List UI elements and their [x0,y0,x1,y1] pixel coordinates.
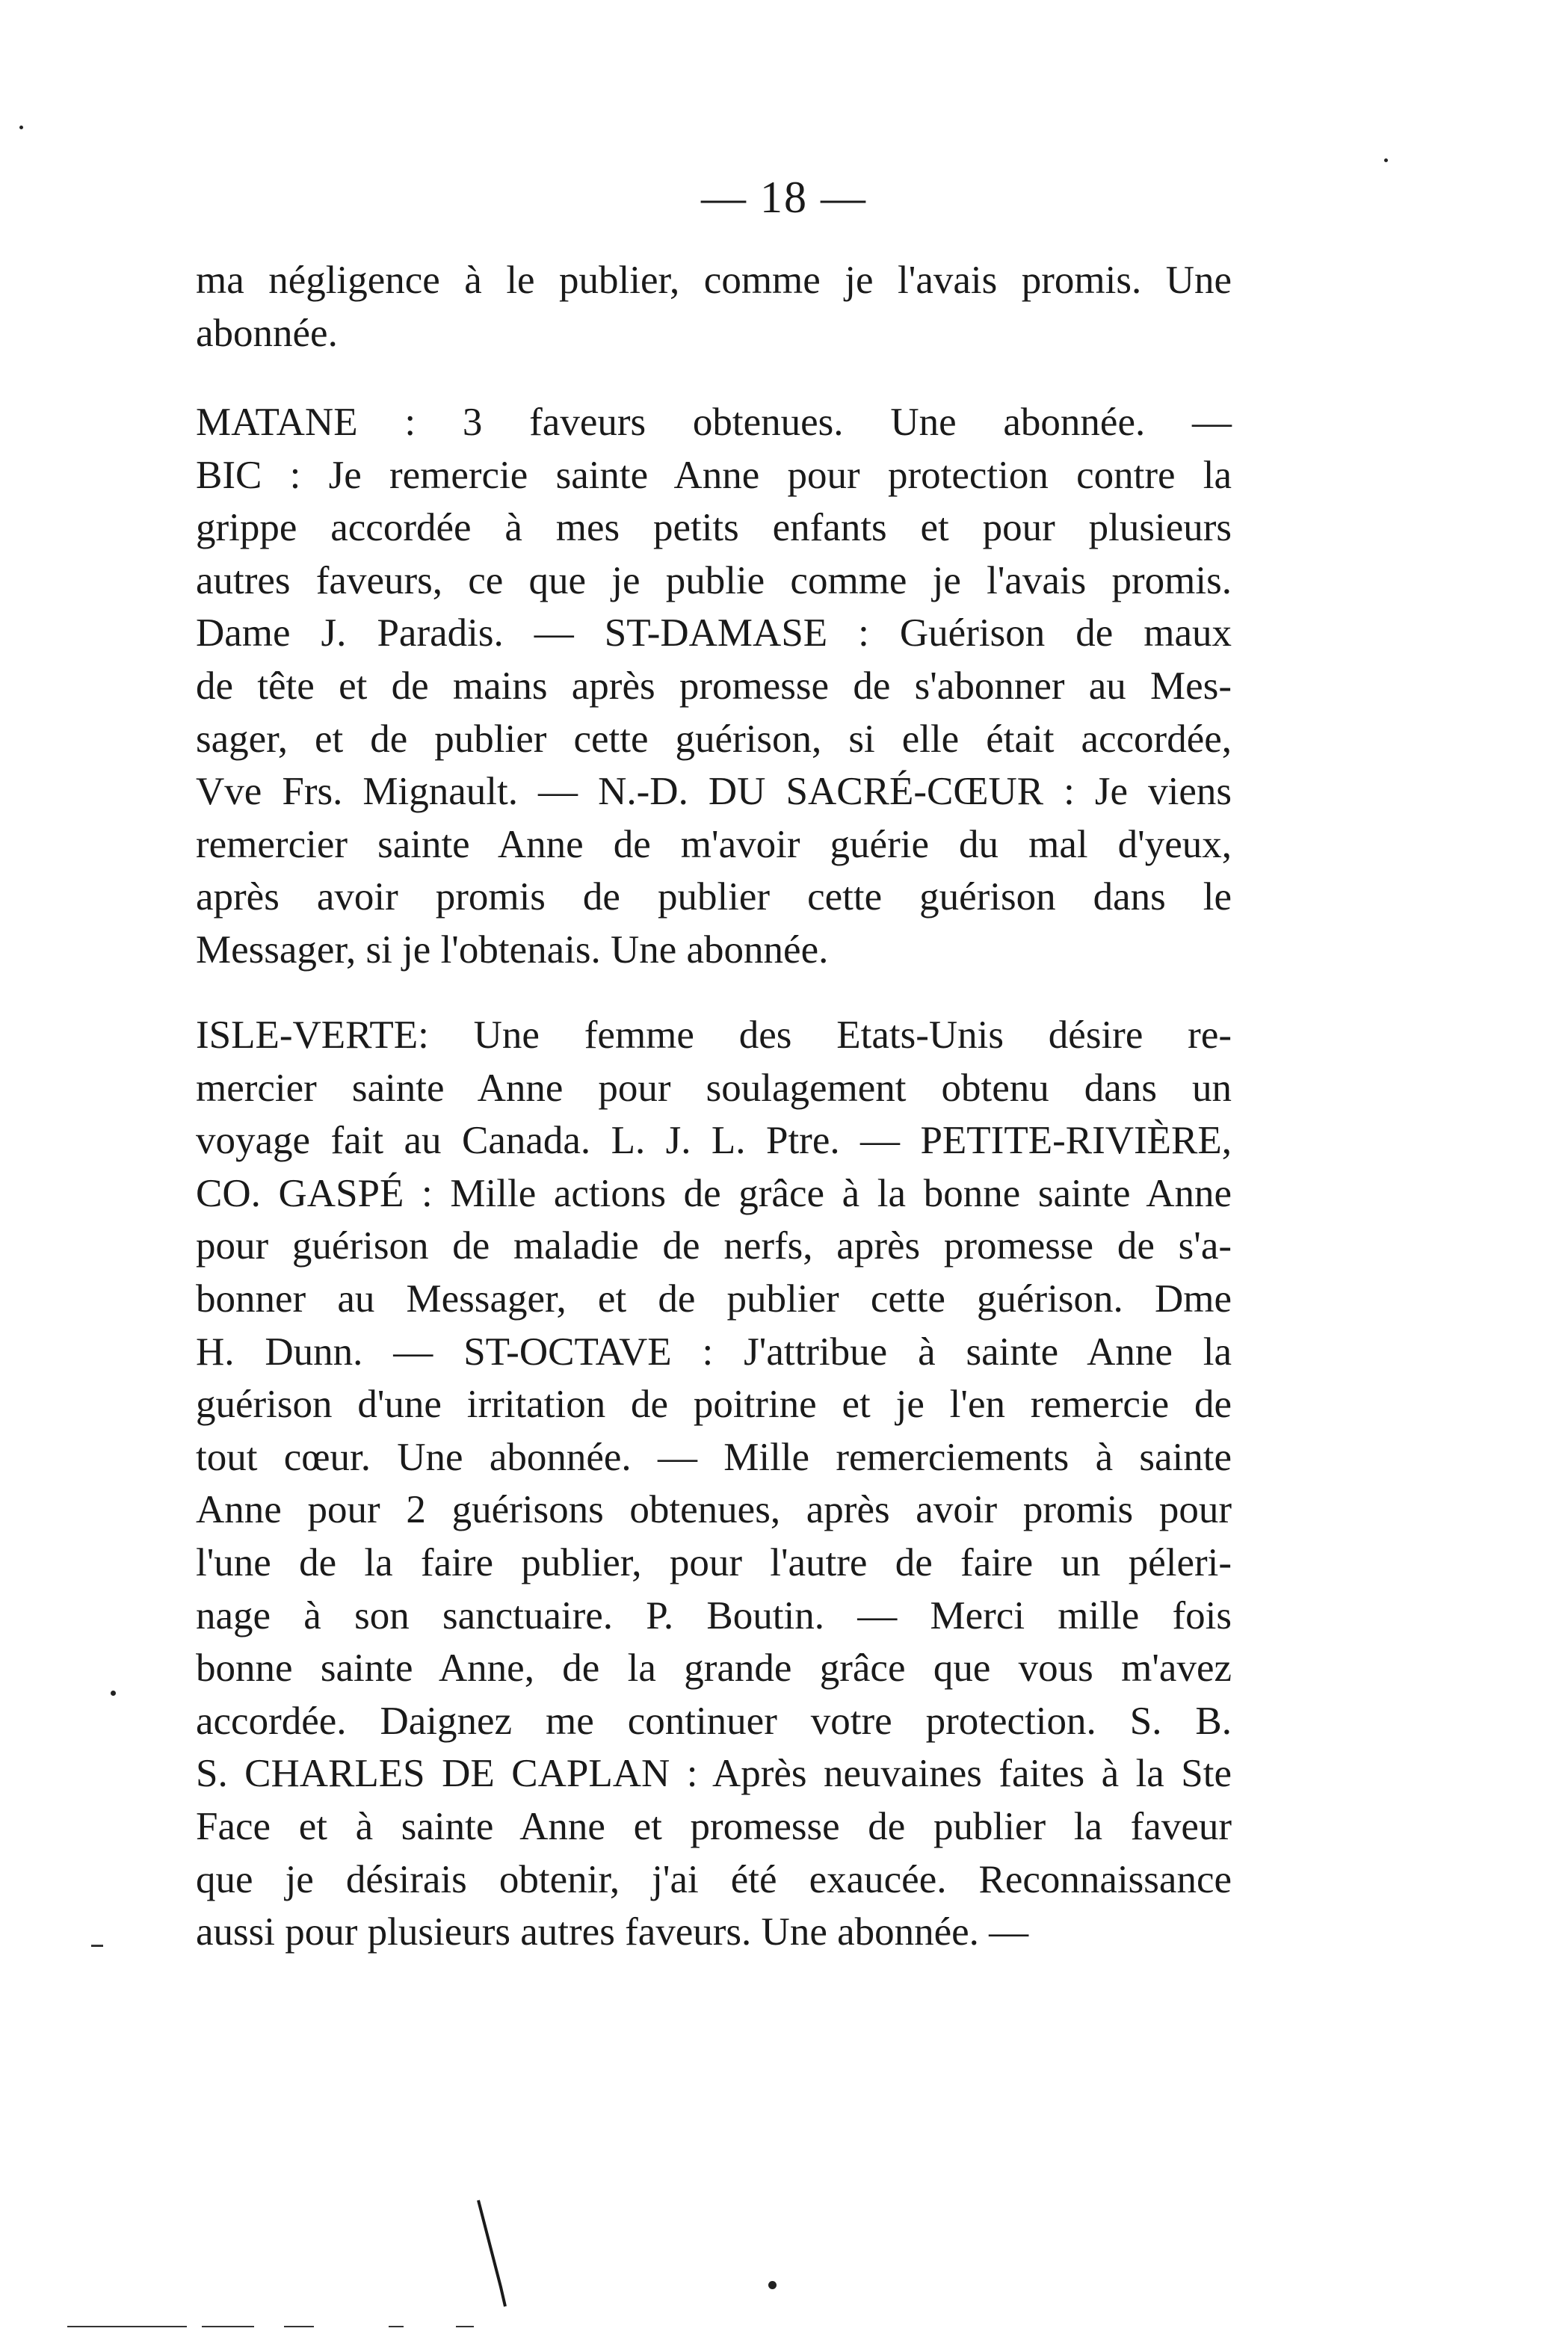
text-line: sager, et de publier cette guérison, si elle était accordée, [196,717,1232,761]
scan-speck [1384,158,1388,162]
text-line: ma négligence à le publier, comme je l'avais promis. Une [196,259,1232,302]
text-line: voyage fait au Canada. L. J. L. Ptre. — PETITE-RIVIÈRE, [196,1119,1232,1163]
text-line: S. CHARLES DE CAPLAN : Après neuvaines faites à la Ste [196,1752,1232,1796]
text-line: de tête et de mains après promesse de s'abonner au Mes- [196,664,1232,708]
paragraph-3 [196,1009,1232,1959]
text-line: Messager, si je l'obtenais. Une abonnée. [196,927,829,972]
scan-stroke [471,2197,523,2309]
scan-mark [202,2326,254,2327]
text-line: l'une de la faire publier, pour l'autre de faire un péleri- [196,1540,1232,1584]
scan-speck [111,1691,116,1696]
text-line: autres faveurs, ce que je publie comme je l'avais promis. [196,558,1232,602]
text-line: grippe accordée à mes petits enfants et pour plusieurs [196,506,1232,550]
text-line: nage à son sanctuaire. P. Boutin. — Merci mille fois [196,1593,1232,1637]
paragraph-2 [196,396,1232,977]
scan-speck [768,2281,777,2289]
text-line: guérison d'une irritation de poitrine et je l'en remercie de [196,1383,1232,1427]
text-line: que je désirais obtenir, j'ai été exaucée. Reconnaissance [196,1857,1232,1901]
text-line: CO. GASPÉ : Mille actions de grâce à la bonne sainte Anne [196,1171,1232,1215]
text-line: Anne pour 2 guérisons obtenues, après avoir promis pour [196,1488,1232,1532]
scan-mark [284,2326,314,2327]
scan-speck [19,126,23,129]
text-line: après avoir promis de publier cette guérison dans le [196,875,1232,919]
text-line: MATANE : 3 faveurs obtenues. Une abonnée. — [196,401,1232,444]
text-line: H. Dunn. — ST-OCTAVE : J'attribue à sainte Anne la [196,1330,1232,1374]
text-line: BIC : Je remercie sainte Anne pour protection contre la [196,453,1232,497]
text-line: bonne sainte Anne, de la grande grâce que vous m'avez [196,1646,1232,1691]
scan-mark [67,2326,187,2327]
text-line: bonner au Messager, et de publier cette guérison. Dme [196,1277,1232,1321]
text-line: aussi pour plusieurs autres faveurs. Une abonnée. — [196,1910,1029,1954]
text-line: mercier sainte Anne pour soulagement obtenu dans un [196,1066,1232,1110]
text-line: tout cœur. Une abonnée. — Mille remerciements à sainte [196,1435,1232,1479]
text-line: Face et à sainte Anne et promesse de publier la faveur [196,1804,1232,1848]
scan-mark [389,2326,404,2327]
text-line: ISLE-VERTE: Une femme des Etats-Unis désire re- [196,1013,1232,1057]
text-line: remercier sainte Anne de m'avoir guérie du mal d'yeux, [196,822,1232,866]
text-line: accordée. Daignez me continuer votre protection. S. B. [196,1699,1232,1743]
scan-mark [456,2326,474,2327]
paragraph-1 [196,254,1232,359]
text-line: abonnée. [196,311,338,355]
scan-mark [91,1945,103,1947]
text-line: Dame J. Paradis. — ST-DAMASE : Guérison de maux [196,611,1232,655]
text-line: Vve Frs. Mignault. — N.-D. DU SACRÉ-CŒUR : Je viens [196,770,1232,814]
page-number: — 18 — [701,173,867,222]
text-line: pour guérison de maladie de nerfs, après promesse de s'a- [196,1224,1232,1268]
